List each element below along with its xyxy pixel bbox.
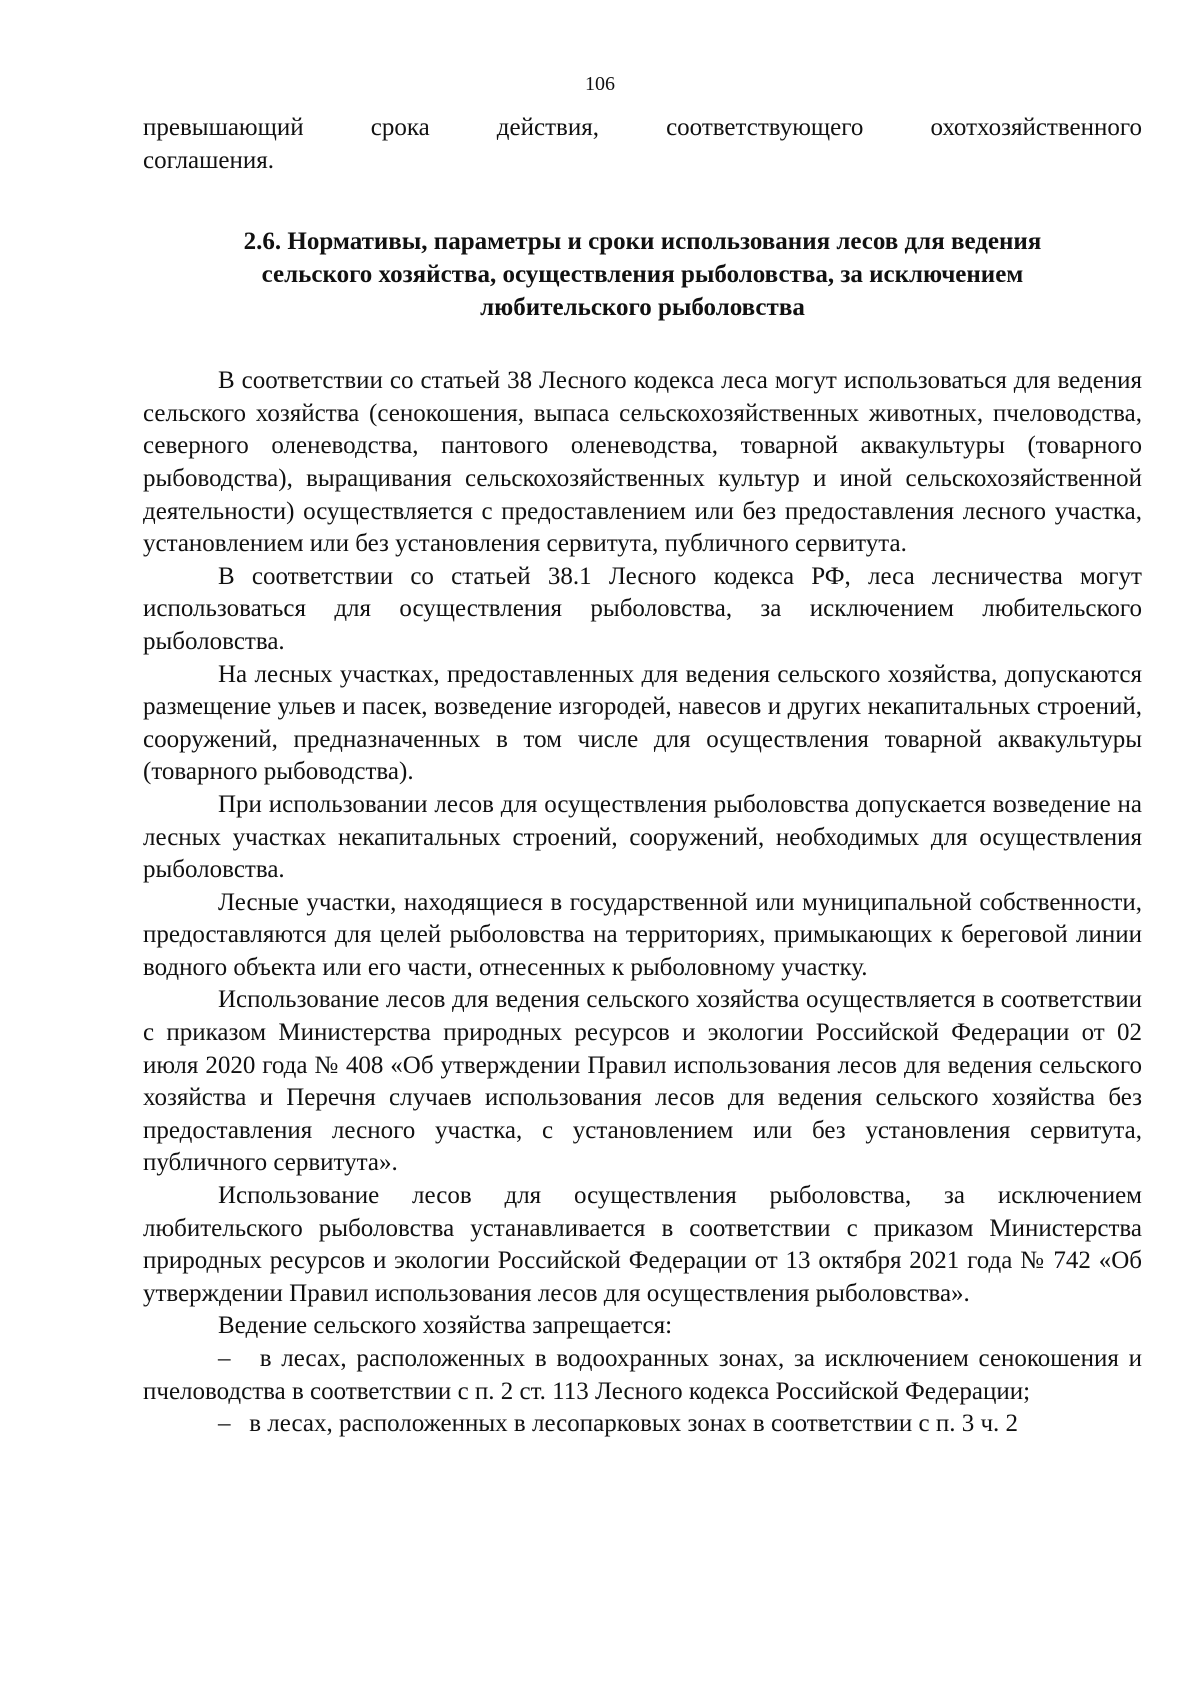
- paragraph-permitted-structures: На лесных участках, предоставленных для ведения сельского хозяйства, допускаются размещение ульев и пасек, возведение изгородей, навесов и других некапитальных строений, сооружений, предназначенных в том числе для осуществления товарной аквакультуры (товарного рыбоводства).: [143, 660, 1142, 786]
- document-body: [143, 112, 1142, 1441]
- paragraph-fishing-structures: При использовании лесов для осуществления рыболовства допускается возведение на лесных участках некапитальных строений, сооружений, необходимых для осуществления рыболовства.: [143, 790, 1142, 884]
- list-item: [143, 1408, 1142, 1441]
- section-title-line-2: сельского хозяйства, осуществления рыболовства, за исключением: [261, 261, 1024, 289]
- list-item-text: в лесах, расположенных в лесопарковых зонах в соответствии с п. 3 ч. 2: [249, 1410, 1019, 1438]
- paragraph-fishing-plots: Лесные участки, находящиеся в государственной или муниципальной собственности, предоставляются для целей рыболовства на территориях, примыкающих к береговой линии водного объекта или его части, отнесенных к рыболовному участку.: [143, 888, 1142, 981]
- paragraph-prohibitions-intro: Ведение сельского хозяйства запрещается:: [218, 1312, 673, 1340]
- list-dash: –: [218, 1345, 231, 1372]
- paragraph-article-38-1: В соответствии со статьей 38.1 Лесного кодекса РФ, леса лесничества могут использоваться для осуществления рыболовства, за исключением любительского рыболовства.: [143, 562, 1142, 655]
- intro-line-2: соглашения.: [143, 146, 275, 174]
- section-title-line-1: 2.6. Нормативы, параметры и сроки использования лесов для ведения: [243, 228, 1042, 256]
- list-item: [143, 1343, 1142, 1408]
- paragraph-article-38: В соответствии со статьей 38 Лесного кодекса леса могут использоваться для ведения сельского хозяйства (сенокошения, выпаса сельскохозяйственных животных, пчеловодства, северного оленеводства, пантового оленеводства, товарной аквакультуры (товарного рыбоводства), выращивания сельскохозяйственных культур и иной сельскохозяйственной деятельности) осуществляется с предоставлением или без предоставления лесного участка, установлением или без установления сервитута, публичного сервитута.: [143, 367, 1142, 558]
- paragraph-order-742: Использование лесов для осуществления рыболовства, за исключением любительского рыболовства устанавливается в соответствии с приказом Министерства природных ресурсов и экологии Российской Федерации от 13 октября 2021 года № 742 «Об утверждении Правил использования лесов для осуществления рыболовства».: [143, 1182, 1142, 1307]
- section-title-line-3: любительского рыболовства: [480, 294, 805, 322]
- page-number: 106: [585, 73, 615, 95]
- intro-line-1: превышающий срока действия, соответствующего охотхозяйственного: [143, 114, 1142, 141]
- section-title: [143, 225, 1142, 324]
- list-item-text: в лесах, расположенных в водоохранных зонах, за исключением сенокошения и пчеловодства в соответствии с п. 2 ст. 113 Лесного кодекса Российской Федерации;: [143, 1345, 1143, 1405]
- paragraph-order-408: Использование лесов для ведения сельского хозяйства осуществляется в соответствии с приказом Министерства природных ресурсов и экологии Российской Федерации от 02 июля 2020 года № 408 «Об утверждении Правил использования лесов для ведения сельского хозяйства и Перечня случаев использования лесов для ведения сельского хозяйства без предоставления лесного участка, с установлением или без установления сервитута, публичного сервитута».: [143, 986, 1142, 1177]
- list-dash: –: [218, 1410, 231, 1438]
